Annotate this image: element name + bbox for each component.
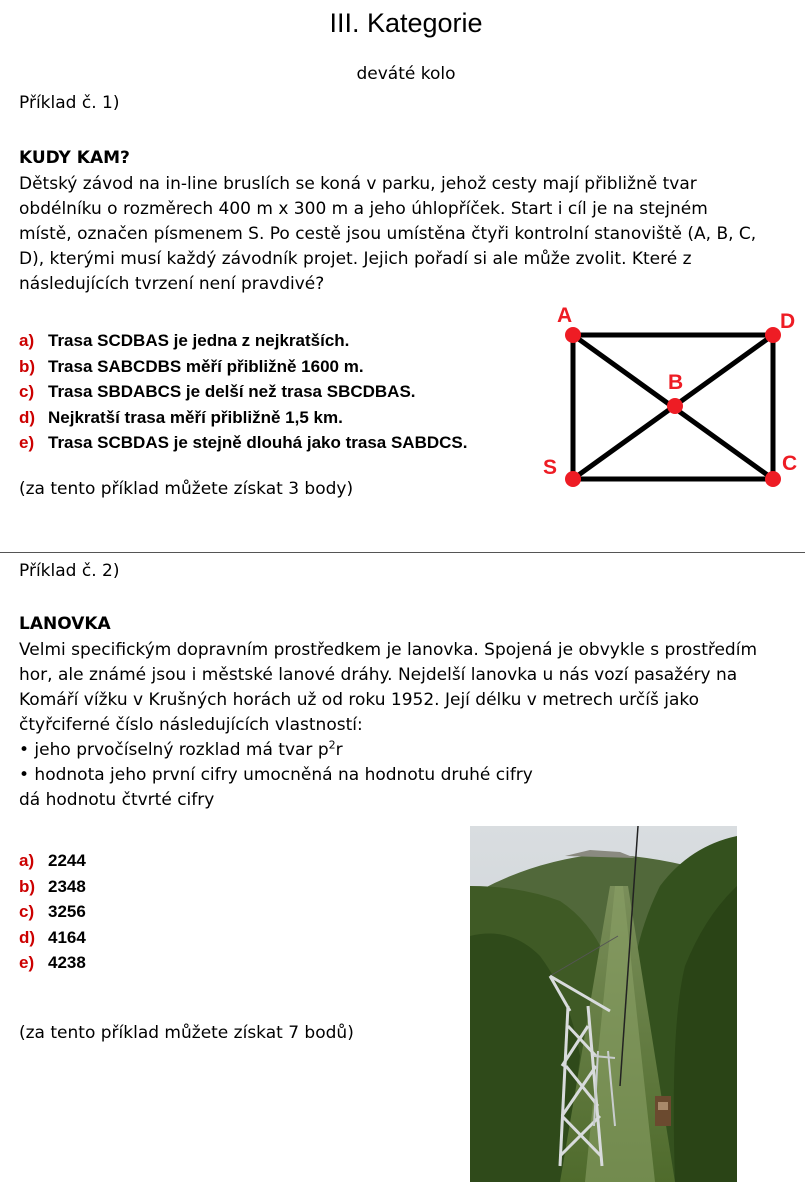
option-letter: a) bbox=[19, 331, 35, 350]
option-b bbox=[19, 354, 467, 380]
bullet-2: • hodnota jeho první cifry umocněná na hodnotu druhé cifry bbox=[19, 765, 533, 785]
point-s bbox=[565, 471, 581, 487]
cable-car-photo bbox=[470, 826, 737, 1182]
option-text: 3256 bbox=[48, 902, 86, 921]
text-line: místě, označen písmenem S. Po cestě jsou umístěna čtyři kontrolní stanoviště (A, B, C, bbox=[19, 224, 757, 244]
option-letter: b) bbox=[19, 876, 36, 896]
option-a bbox=[19, 848, 86, 874]
bullet-1: • jeho prvočíselný rozklad má tvar $p^2r$ bbox=[19, 738, 343, 760]
point-d bbox=[765, 327, 781, 343]
text-line: hor, ale známé jsou i městské lanové dráhy. Nejdelší lanovka u nás vozí pasažéry na bbox=[19, 665, 738, 685]
label-s: S bbox=[543, 456, 558, 479]
label-c: C bbox=[782, 452, 798, 475]
option-text: 2244 bbox=[48, 851, 86, 870]
option-d bbox=[19, 925, 86, 951]
text-line: obdélníku o rozměrech 400 m x 300 m a jeho úhlopříček. Start i cíl je na stejném bbox=[19, 199, 708, 219]
text-line: Velmi specifickým dopravním prostředkem je lanovka. Spojená je obvykle s prostředím bbox=[19, 640, 758, 660]
problem2-heading: LANOVKA bbox=[19, 614, 111, 634]
problem2-number: Příklad č. 2) bbox=[19, 561, 120, 581]
option-text: 2348 bbox=[48, 876, 86, 896]
option-text: 4164 bbox=[48, 927, 86, 947]
option-letter: d) bbox=[19, 927, 36, 947]
option-text: Nejkratší trasa měří přibližně 1,5 km. bbox=[48, 407, 343, 427]
option-text: 4238 bbox=[48, 953, 86, 972]
problem1-number: Příklad č. 1) bbox=[19, 93, 120, 113]
text-line: čtyřciferné číslo následujících vlastností: bbox=[19, 715, 363, 735]
option-d bbox=[19, 405, 467, 431]
text-line: následujících tvrzení není pravdivé? bbox=[19, 274, 325, 294]
label-d: D bbox=[780, 310, 796, 333]
option-letter: c) bbox=[19, 902, 35, 921]
problem1-options bbox=[19, 328, 467, 456]
option-text: Trasa SABCDBS měří přibližně 1600 m. bbox=[48, 356, 364, 376]
option-text: Trasa SBDABCS je delší než trasa SBCDBAS. bbox=[48, 382, 416, 401]
problem1-heading: KUDY KAM? bbox=[19, 148, 130, 168]
round-label: deváté kolo bbox=[356, 64, 456, 84]
option-letter: e) bbox=[19, 953, 35, 972]
option-letter: b) bbox=[19, 356, 36, 376]
problem2-points: (za tento příklad můžete získat 7 bodů) bbox=[19, 1023, 354, 1043]
problem2-text bbox=[19, 638, 757, 813]
section-divider bbox=[0, 552, 805, 553]
bullet-2-continuation: dá hodnotu čtvrté cifry bbox=[19, 790, 215, 810]
option-letter: d) bbox=[19, 407, 36, 427]
option-text: Trasa SCDBAS je jedna z nejkratších. bbox=[48, 331, 350, 350]
option-c bbox=[19, 899, 86, 925]
page-title: III. Kategorie bbox=[329, 8, 483, 38]
problem1-text bbox=[19, 172, 756, 297]
option-c bbox=[19, 379, 467, 405]
label-a: A bbox=[557, 304, 573, 327]
option-a bbox=[19, 328, 467, 354]
problem1-points: (za tento příklad můžete získat 3 body) bbox=[19, 479, 354, 499]
text-line: D), kterými musí každý závodník projet. Jejich pořadí si ale může zvolit. Které z bbox=[19, 249, 692, 269]
text-line: Komáří vížku v Krušných horách už od roku 1952. Její délku v metrech určíš jako bbox=[19, 690, 700, 710]
option-letter: c) bbox=[19, 382, 35, 401]
text-line: Dětský závod na in-line bruslích se koná v parku, jehož cesty mají přibližně tvar bbox=[19, 174, 697, 194]
option-text: Trasa SCBDAS je stejně dlouhá jako trasa SABDCS. bbox=[48, 433, 468, 452]
route-diagram bbox=[535, 295, 810, 500]
point-a bbox=[565, 327, 581, 343]
option-e bbox=[19, 950, 86, 976]
option-letter: a) bbox=[19, 851, 35, 870]
point-c bbox=[765, 471, 781, 487]
option-e bbox=[19, 430, 467, 456]
option-letter: e) bbox=[19, 433, 35, 452]
option-b bbox=[19, 874, 86, 900]
label-b: B bbox=[668, 371, 684, 394]
problem2-options bbox=[19, 848, 86, 976]
cable-car-illustration bbox=[470, 826, 737, 1182]
point-b bbox=[667, 398, 683, 414]
